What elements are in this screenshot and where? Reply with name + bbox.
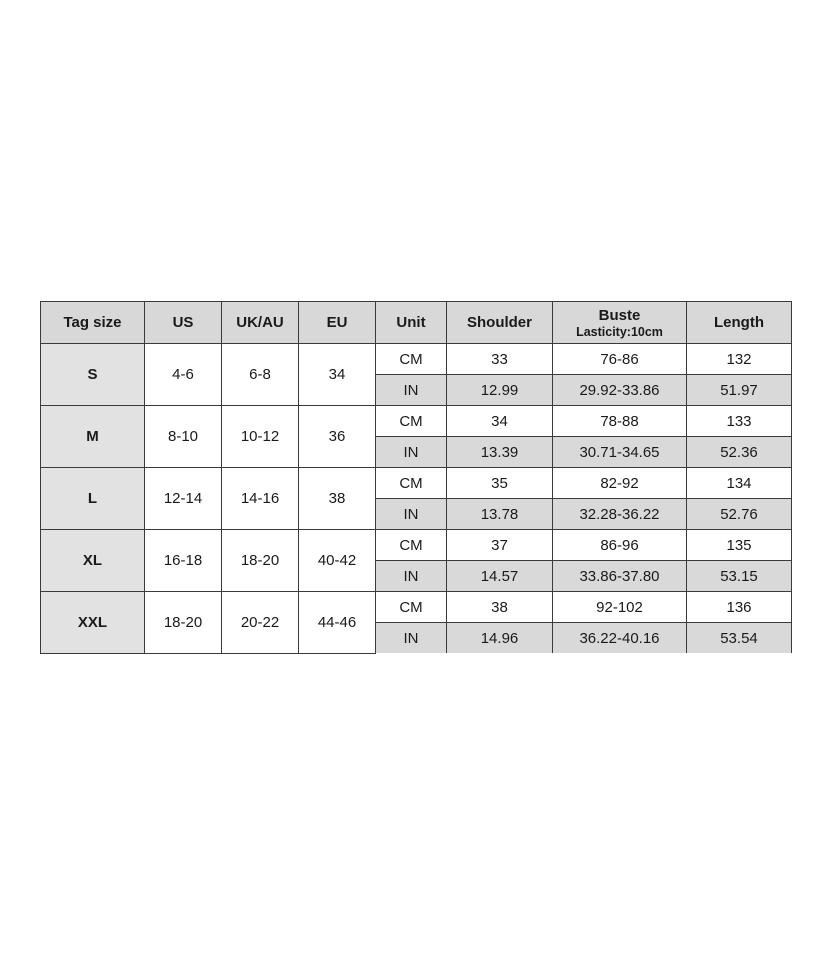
tag-size-cell: L [41, 468, 145, 530]
table-body [41, 344, 792, 654]
bust-cell: 29.92-33.86 [553, 375, 687, 406]
eu-size-cell: 38 [299, 468, 376, 530]
unit-cell: IN [376, 375, 447, 406]
length-cell: 53.15 [687, 561, 792, 592]
bust-cell: 86-96 [553, 530, 687, 561]
shoulder-cell: 14.96 [447, 623, 553, 654]
us-size-cell: 12-14 [145, 468, 222, 530]
length-cell: 52.36 [687, 437, 792, 468]
unit-cell: CM [376, 592, 447, 623]
length-cell: 134 [687, 468, 792, 499]
header-us: US [145, 302, 222, 344]
bust-cell: 33.86-37.80 [553, 561, 687, 592]
us-size-cell: 8-10 [145, 406, 222, 468]
size-chart-table [40, 301, 792, 654]
table-row-m-cm [41, 406, 792, 437]
uk-au-size-cell: 18-20 [222, 530, 299, 592]
uk-au-size-cell: 20-22 [222, 592, 299, 654]
header-unit: Unit [376, 302, 447, 344]
uk-au-size-cell: 14-16 [222, 468, 299, 530]
length-cell: 136 [687, 592, 792, 623]
uk-au-size-cell: 6-8 [222, 344, 299, 406]
tag-size-cell: XL [41, 530, 145, 592]
unit-cell: CM [376, 344, 447, 375]
header-length: Length [687, 302, 792, 344]
header-bust-label: Buste [598, 306, 641, 324]
shoulder-cell: 13.39 [447, 437, 553, 468]
unit-cell: CM [376, 530, 447, 561]
eu-size-cell: 34 [299, 344, 376, 406]
shoulder-cell: 14.57 [447, 561, 553, 592]
length-cell: 52.76 [687, 499, 792, 530]
header-shoulder: Shoulder [447, 302, 553, 344]
bust-cell: 30.71-34.65 [553, 437, 687, 468]
tag-size-cell: XXL [41, 592, 145, 654]
shoulder-cell: 35 [447, 468, 553, 499]
eu-size-cell: 36 [299, 406, 376, 468]
header-eu: EU [299, 302, 376, 344]
unit-cell: CM [376, 468, 447, 499]
length-cell: 53.54 [687, 623, 792, 654]
us-size-cell: 16-18 [145, 530, 222, 592]
header-tag-size: Tag size [41, 302, 145, 344]
length-cell: 132 [687, 344, 792, 375]
length-cell: 133 [687, 406, 792, 437]
table-row-xl-cm [41, 530, 792, 561]
unit-cell: IN [376, 499, 447, 530]
length-cell: 51.97 [687, 375, 792, 406]
header-uk-au: UK/AU [222, 302, 299, 344]
uk-au-size-cell: 10-12 [222, 406, 299, 468]
tag-size-cell: M [41, 406, 145, 468]
tag-size-cell: S [41, 344, 145, 406]
bust-cell: 36.22-40.16 [553, 623, 687, 654]
eu-size-cell: 44-46 [299, 592, 376, 654]
bust-cell: 78-88 [553, 406, 687, 437]
unit-cell: IN [376, 561, 447, 592]
table-row-l-cm [41, 468, 792, 499]
bust-cell: 76-86 [553, 344, 687, 375]
shoulder-cell: 12.99 [447, 375, 553, 406]
unit-cell: IN [376, 623, 447, 654]
shoulder-cell: 34 [447, 406, 553, 437]
header-bust [553, 302, 687, 344]
header-bust-note: Lasticity:10cm [576, 324, 663, 339]
shoulder-cell: 38 [447, 592, 553, 623]
shoulder-cell: 33 [447, 344, 553, 375]
table-row-xxl-cm [41, 592, 792, 623]
shoulder-cell: 13.78 [447, 499, 553, 530]
bust-cell: 32.28-36.22 [553, 499, 687, 530]
bust-cell: 82-92 [553, 468, 687, 499]
table-row-s-cm [41, 344, 792, 375]
bust-cell: 92-102 [553, 592, 687, 623]
us-size-cell: 18-20 [145, 592, 222, 654]
shoulder-cell: 37 [447, 530, 553, 561]
us-size-cell: 4-6 [145, 344, 222, 406]
unit-cell: CM [376, 406, 447, 437]
header-row [41, 302, 792, 344]
eu-size-cell: 40-42 [299, 530, 376, 592]
unit-cell: IN [376, 437, 447, 468]
length-cell: 135 [687, 530, 792, 561]
